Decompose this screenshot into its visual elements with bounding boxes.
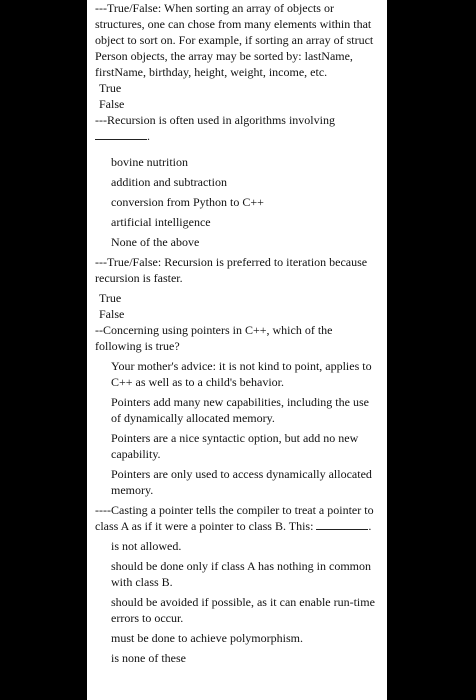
question-5-option-5[interactable]: is none of these bbox=[111, 651, 186, 665]
question-5-option-3[interactable]: should be avoided if possible, as it can enable run-time errors to occur. bbox=[111, 595, 375, 625]
question-4-text: --Concerning using pointers in C++, which of the following is true? bbox=[95, 323, 333, 353]
question-3-text: ---True/False: Recursion is preferred to iteration because recursion is faster. bbox=[95, 255, 368, 285]
question-2-text-before: ---Recursion is often used in algorithms involving bbox=[95, 113, 335, 127]
question-2-options bbox=[95, 154, 381, 250]
question-4-option-2[interactable]: Pointers add many new capabilities, including the use of dynamically allocated memory. bbox=[111, 395, 369, 425]
question-5-options bbox=[95, 538, 381, 666]
question-1-option-false[interactable]: False bbox=[99, 97, 125, 111]
question-5-option-4[interactable]: must be done to achieve polymorphism. bbox=[111, 631, 303, 645]
question-4-option-3[interactable]: Pointers are a nice syntactic option, but add no new capability. bbox=[111, 431, 359, 461]
question-2-option-3[interactable]: conversion from Python to C++ bbox=[111, 195, 264, 209]
answer-blank bbox=[316, 519, 368, 530]
question-2-option-2[interactable]: addition and subtraction bbox=[111, 175, 227, 189]
document-page bbox=[87, 0, 387, 700]
question-2-text bbox=[95, 112, 381, 144]
answer-blank bbox=[95, 129, 147, 140]
question-3-option-true[interactable]: True bbox=[99, 291, 122, 305]
question-2-option-4[interactable]: artificial intelligence bbox=[111, 215, 211, 229]
question-1-text: ---True/False: When sorting an array of objects or structures, one can chose from many elements within that object to sort on. For example, if sorting an array of struct Person objects, the array may be sorted by: lastName, firstName, birthday, height, weight, income, etc. bbox=[95, 1, 374, 79]
question-5-text-before: ----Casting a pointer tells the compiler to treat a pointer to class A as if it were a pointer to class B. This: bbox=[95, 503, 374, 533]
question-5-option-2[interactable]: should be done only if class A has nothing in common with class B. bbox=[111, 559, 371, 589]
question-2-option-1[interactable]: bovine nutrition bbox=[111, 155, 188, 169]
question-2-text-after: . bbox=[147, 129, 150, 143]
question-3-options bbox=[95, 290, 381, 322]
question-1-option-true[interactable]: True bbox=[99, 81, 122, 95]
question-1-options bbox=[95, 80, 381, 112]
document-content bbox=[95, 0, 381, 670]
question-4-options bbox=[95, 358, 381, 498]
question-5-text-after: . bbox=[368, 519, 372, 533]
question-3-option-false[interactable]: False bbox=[99, 307, 125, 321]
question-5-text bbox=[95, 502, 381, 534]
question-4-option-1[interactable]: Your mother's advice: it is not kind to point, applies to C++ as well as to a child's behavior. bbox=[111, 359, 372, 389]
question-2-option-5[interactable]: None of the above bbox=[111, 235, 200, 249]
question-4-option-4[interactable]: Pointers are only used to access dynamically allocated memory. bbox=[111, 467, 372, 497]
question-5-option-1[interactable]: is not allowed. bbox=[111, 539, 182, 553]
